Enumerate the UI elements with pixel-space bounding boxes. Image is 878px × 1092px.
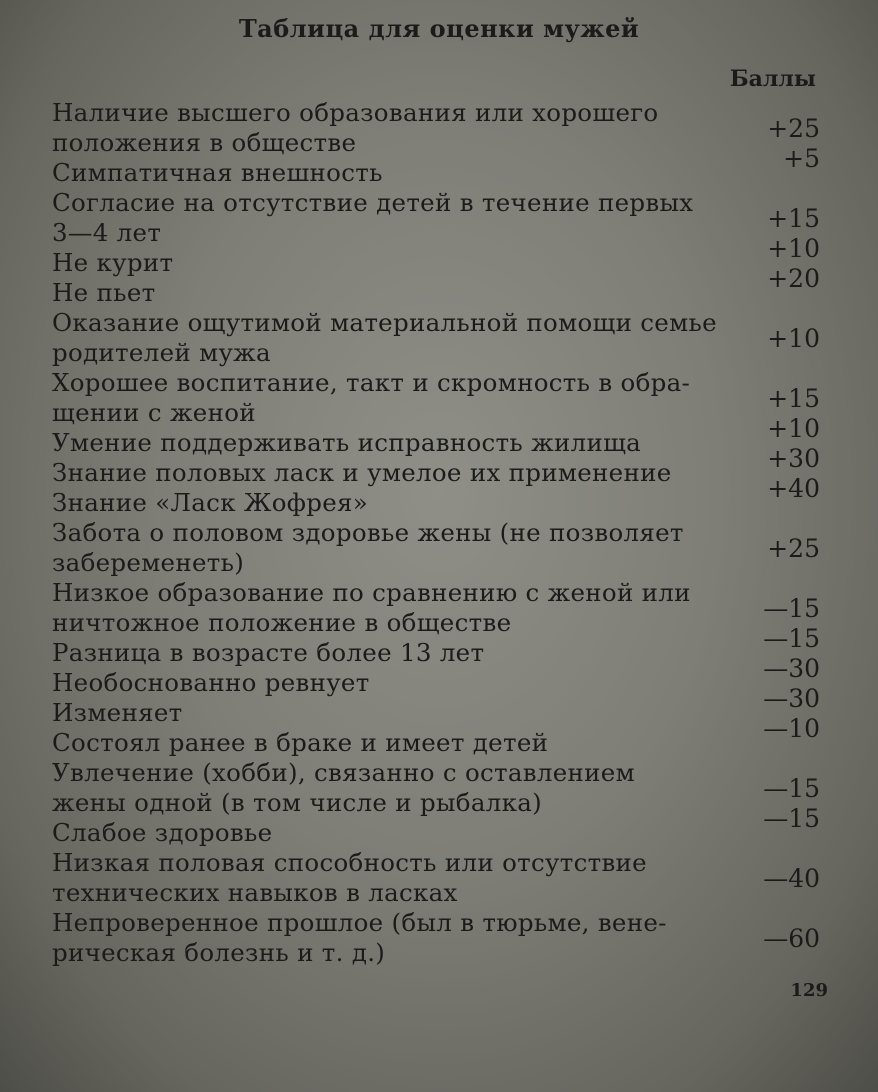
rating-table: [52, 98, 822, 968]
score-value: +10: [767, 414, 820, 443]
criterion-line: Необоснованно ревнует: [52, 668, 370, 697]
score-value: —15: [763, 804, 820, 833]
score-value: +10: [767, 234, 820, 263]
table-row: [52, 684, 822, 728]
table-row: [52, 908, 822, 968]
criterion-text: [52, 518, 722, 578]
criterion-line: забеременеть): [52, 548, 245, 577]
criterion-line: Непроверенное прошлое (был в тюрьме, вене-: [52, 908, 667, 937]
score-value: +5: [783, 144, 820, 173]
page-title: Таблица для оценки мужей: [238, 14, 640, 43]
criterion-text: [52, 758, 722, 818]
criterion-line: 3—4 лет: [52, 218, 162, 247]
criterion-line: Состоял ранее в браке и имеет детей: [52, 728, 549, 757]
criterion-text: [52, 668, 722, 698]
criterion-line: Разница в возрасте более 13 лет: [52, 638, 485, 667]
score-value: +25: [767, 534, 820, 563]
criterion-line: щении с женой: [52, 398, 256, 427]
criterion-line: Согласие на отсутствие детей в течение первых: [52, 188, 694, 217]
criterion-line: Изменяет: [52, 698, 183, 727]
score-value: +15: [767, 204, 820, 233]
table-row: [52, 474, 822, 518]
criterion-text: [52, 488, 722, 518]
table-row: [52, 624, 822, 668]
criterion-text: [52, 248, 722, 278]
criterion-line: Наличие высшего образования или хорошего: [52, 98, 659, 127]
table-row: [52, 144, 822, 188]
score-value: —15: [763, 774, 820, 803]
criterion-text: [52, 158, 722, 188]
criterion-line: Симпатичная внешность: [52, 158, 383, 187]
score-value: —60: [763, 924, 820, 953]
score-value: +10: [767, 324, 820, 353]
table-row: [52, 368, 822, 428]
score-value: +25: [767, 114, 820, 143]
score-value: +40: [767, 474, 820, 503]
criterion-line: Оказание ощутимой материальной помощи семье: [52, 308, 717, 337]
criterion-line: Низкая половая способность или отсутствие: [52, 848, 647, 877]
table-row: [52, 714, 822, 758]
criterion-line: рическая болезнь и т. д.): [52, 938, 386, 967]
score-column-header: Баллы: [729, 66, 816, 92]
score-value: —15: [763, 624, 820, 653]
table-row: [52, 654, 822, 698]
criterion-line: Не курит: [52, 248, 174, 277]
table-row: [52, 264, 822, 308]
criterion-text: [52, 98, 722, 158]
table-row: [52, 308, 822, 368]
criterion-line: Низкое образование по сравнению с женой или: [52, 578, 691, 607]
criterion-line: положения в обществе: [52, 128, 357, 157]
table-row: [52, 758, 822, 818]
criterion-text: [52, 428, 722, 458]
table-row: [52, 444, 822, 488]
criterion-line: Умение поддерживать исправность жилища: [52, 428, 642, 457]
score-value: —30: [763, 684, 820, 713]
table-row: [52, 518, 822, 578]
table-row: [52, 848, 822, 908]
score-value: +15: [767, 384, 820, 413]
criterion-text: [52, 368, 722, 428]
criterion-text: [52, 278, 722, 308]
criterion-line: Знание «Ласк Жофрея»: [52, 488, 369, 517]
page-number: 129: [790, 980, 828, 1001]
criterion-line: Увлечение (хобби), связанно с оставлением: [52, 758, 635, 787]
score-value: —10: [763, 714, 820, 743]
table-row: [52, 414, 822, 458]
criterion-text: [52, 698, 722, 728]
criterion-line: Знание половых ласк и умелое их применение: [52, 458, 672, 487]
score-value: —15: [763, 594, 820, 623]
criterion-line: Не пьет: [52, 278, 156, 307]
criterion-line: Забота о половом здоровье жены (не позволяет: [52, 518, 684, 547]
table-row: [52, 578, 822, 638]
score-value: —30: [763, 654, 820, 683]
criterion-line: ничтожное положение в обществе: [52, 608, 512, 637]
criterion-text: [52, 818, 722, 848]
criterion-text: [52, 578, 722, 638]
criterion-text: [52, 848, 722, 908]
criterion-text: [52, 458, 722, 488]
criterion-text: [52, 188, 722, 248]
table-row: [52, 234, 822, 278]
criterion-line: родителей мужа: [52, 338, 271, 367]
criterion-line: жены одной (в том числе и рыбалка): [52, 788, 542, 817]
score-value: —40: [763, 864, 820, 893]
criterion-text: [52, 908, 722, 968]
table-row: [52, 188, 822, 248]
criterion-text: [52, 728, 722, 758]
score-value: +20: [767, 264, 820, 293]
criterion-line: Хорошее воспитание, такт и скромность в обра-: [52, 368, 691, 397]
criterion-line: технических навыков в ласках: [52, 878, 458, 907]
criterion-text: [52, 638, 722, 668]
table-row: [52, 804, 822, 848]
criterion-text: [52, 308, 722, 368]
table-row: [52, 98, 822, 158]
score-value: +30: [767, 444, 820, 473]
criterion-line: Слабое здоровье: [52, 818, 273, 847]
